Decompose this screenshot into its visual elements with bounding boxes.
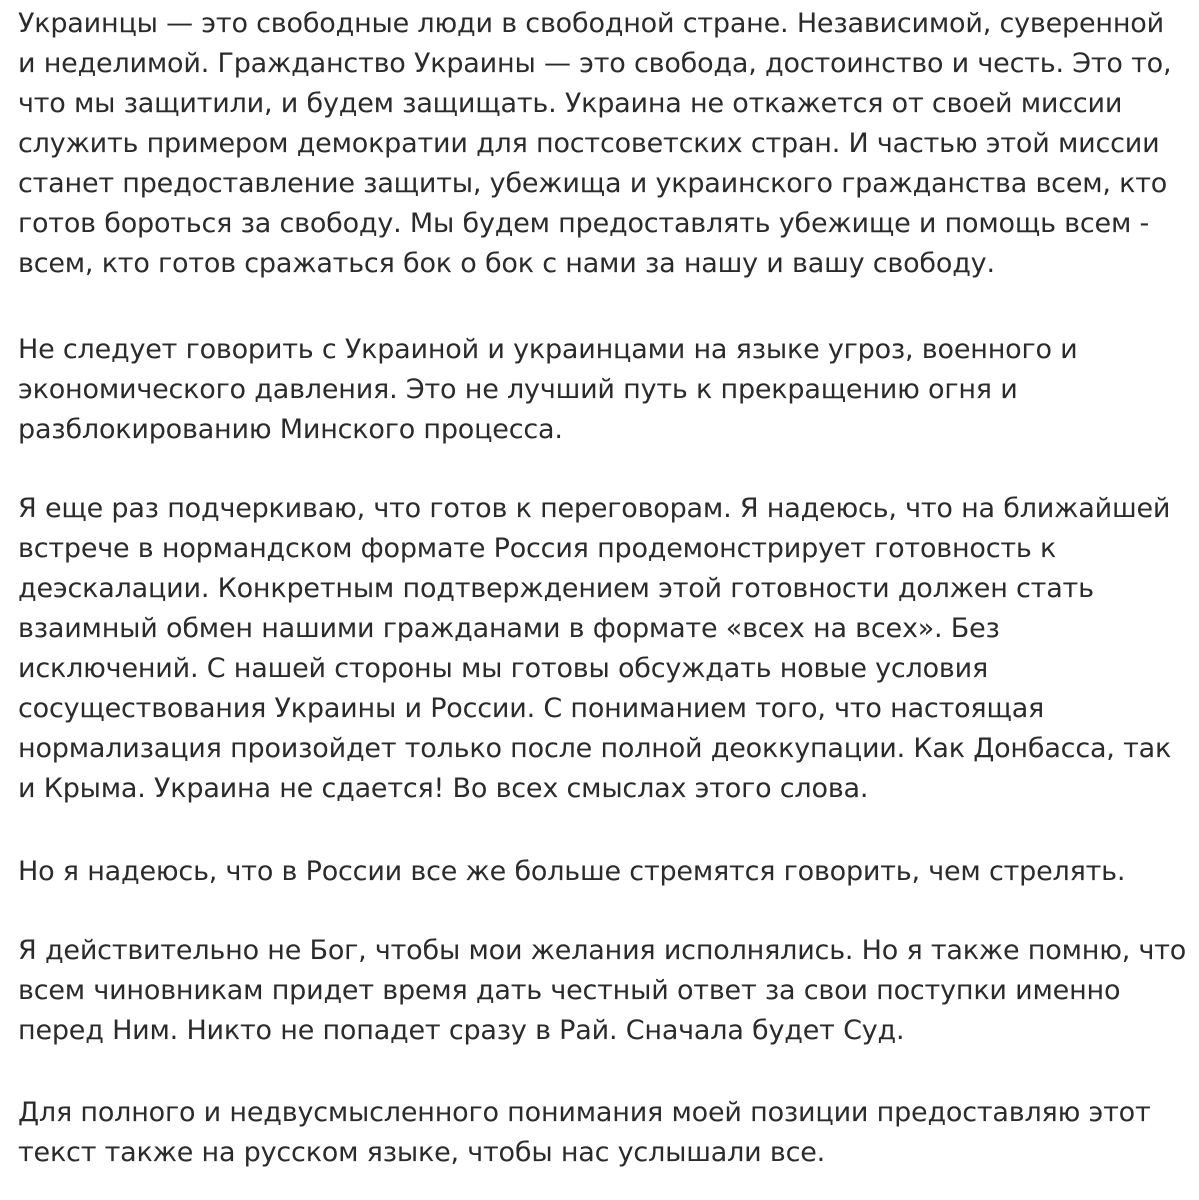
text-line: текст также на русском языке, чтобы нас услышали все. [18,1137,826,1168]
text-line: деэскалации. Конкретным подтверждением этой готовности должен стать [18,573,1094,604]
text-line: Я действительно не Бог, чтобы мои желания исполнялись. Но я также помню, что [18,935,1187,966]
paragraph-2 [18,330,1078,450]
paragraph-4 [18,852,1125,892]
text-line: встрече в нормандском формате Россия продемонстрирует готовность к [18,533,1057,564]
text-line: сосуществования Украины и России. С пониманием того, что настоящая [18,693,1045,724]
text-line: и Крыма. Украина не сдается! Во всех смыслах этого слова. [18,773,869,804]
text-line: служить примером демократии для постсоветских стран. И частью этой миссии [18,128,1160,159]
paragraph-3 [18,489,1171,809]
text-line: Украинцы — это свободные люди в свободной стране. Независимой, суверенной [18,8,1164,39]
text-line: экономического давления. Это не лучший путь к прекращению огня и [18,374,1018,405]
text-line: перед Ним. Никто не попадет сразу в Рай. Сначала будет Суд. [18,1015,905,1046]
text-line: и неделимой. Гражданство Украины — это свобода, достоинство и честь. Это то, [18,48,1172,79]
text-line: исключений. С нашей стороны мы готовы обсуждать новые условия [18,653,989,684]
text-line: взаимный обмен нашими гражданами в формате «всех на всех». Без [18,613,1000,644]
paragraph-5 [18,931,1186,1051]
text-line: Не следует говорить с Украиной и украинцами на языке угроз, военного и [18,334,1078,365]
paragraph-1 [18,4,1171,284]
text-line: готов бороться за свободу. Мы будем предоставлять убежище и помощь всем - [18,208,1150,239]
paragraph-6 [18,1093,1150,1173]
text-line: нормализация произойдет только после полной деоккупации. Как Донбасса, так [18,733,1172,764]
text-line: всем чиновникам придет время дать честный ответ за свои поступки именно [18,975,1121,1006]
text-line: станет предоставление защиты, убежища и украинского гражданства всем, кто [18,168,1168,199]
text-line: разблокированию Минского процесса. [18,414,563,445]
text-line: Для полного и недвусмысленного понимания моей позиции предоставляю этот [18,1097,1151,1128]
text-line: что мы защитили, и будем защищать. Украина не откажется от своей миссии [18,88,1123,119]
text-line: Но я надеюсь, что в России все же больше стремятся говорить, чем стрелять. [18,856,1126,887]
text-line: Я еще раз подчеркиваю, что готов к переговорам. Я надеюсь, что на ближайшей [18,493,1171,524]
text-line: всем, кто готов сражаться бок о бок с нами за нашу и вашу свободу. [18,248,995,279]
